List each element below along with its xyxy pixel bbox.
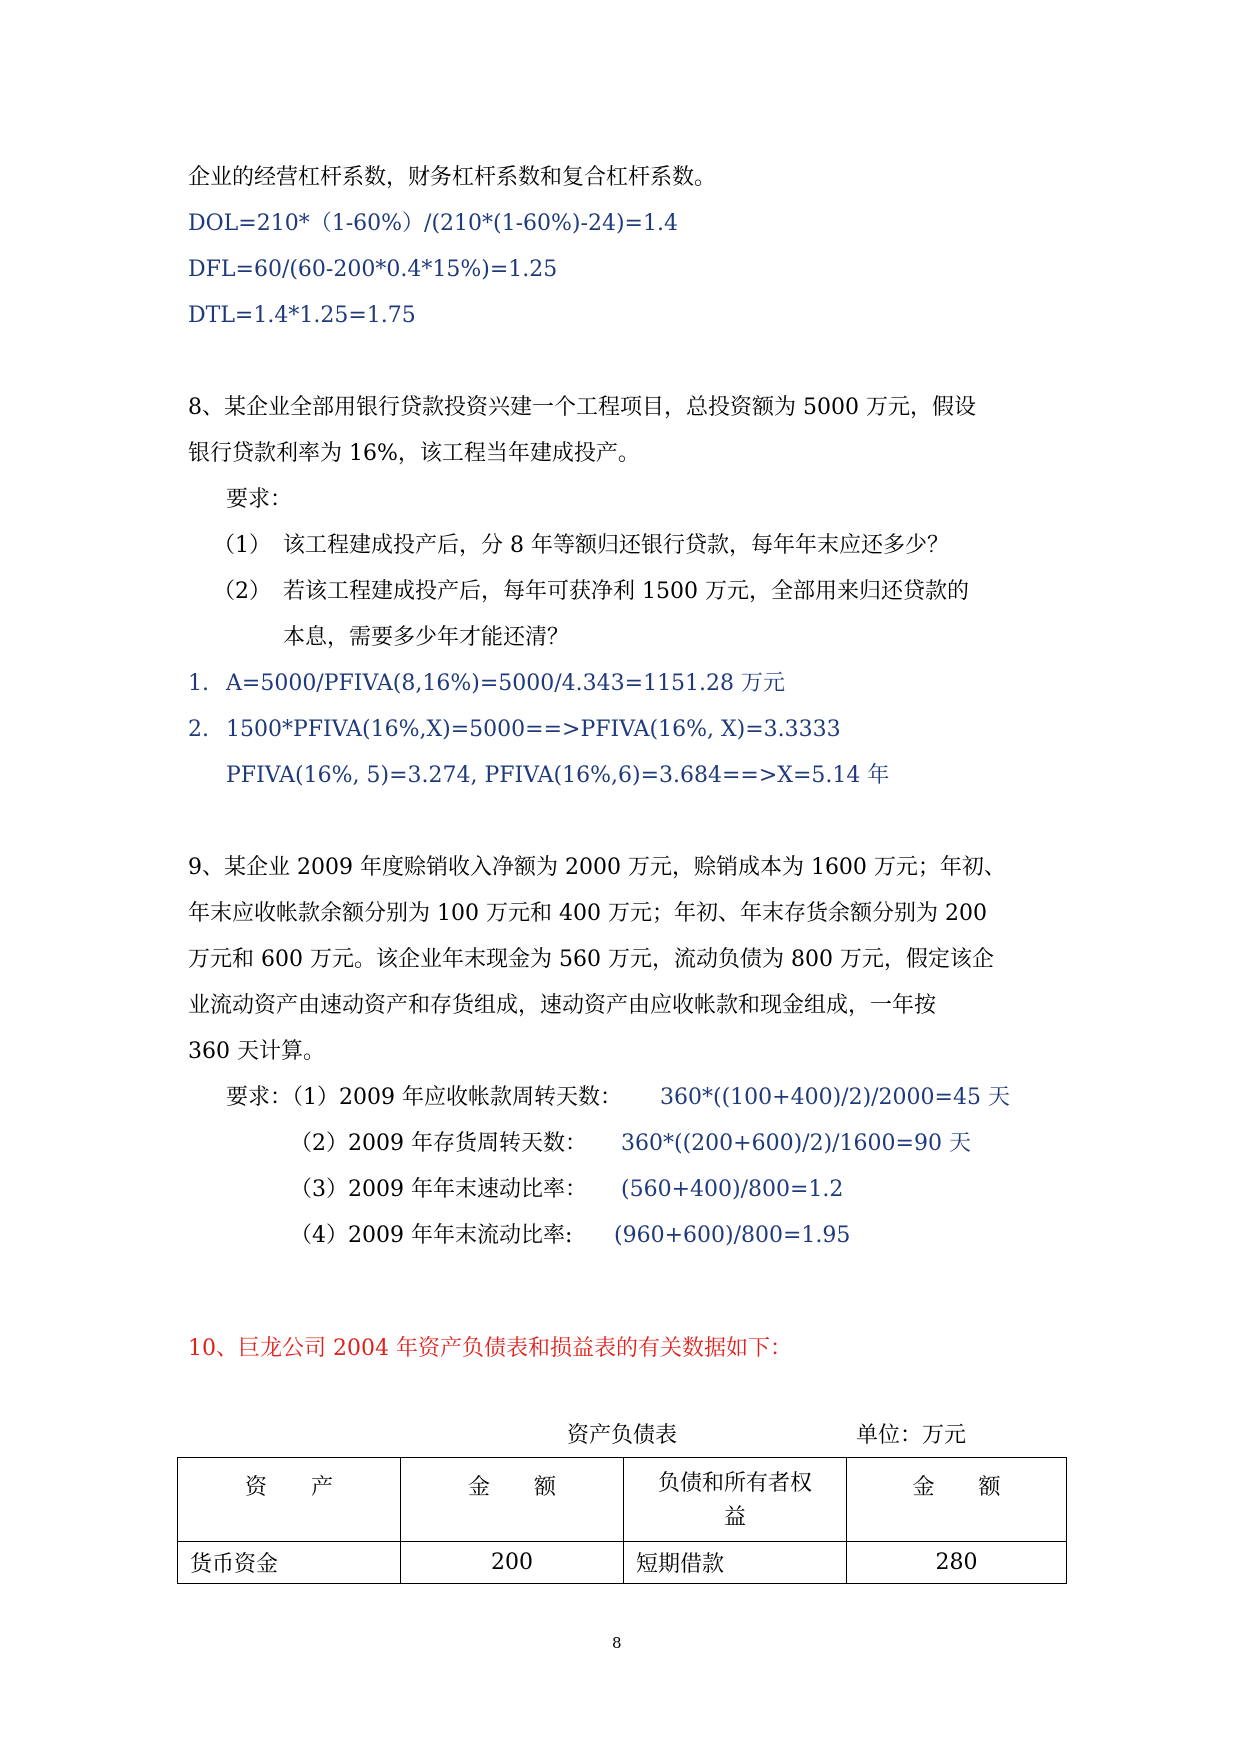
cell-liability-amount: 280 (847, 1542, 1067, 1584)
balance-sheet-table (177, 1457, 1067, 1584)
header-liabilities-equity-line-1: 负债和所有者权 (657, 1471, 812, 1496)
table-unit: 单位：万元 (856, 1423, 967, 1448)
question-8-item-2-line-1: 若该工程建成投产后，每年可获净利 1500 万元，全部用来归还贷款的 (283, 579, 969, 604)
question-8-item-1: 该工程建成投产后，分 8 年等额归还银行贷款，每年年末应还多少？ (283, 533, 949, 558)
header-liabilities-equity (624, 1458, 847, 1542)
question-10: 10、巨龙公司 2004 年资产负债表和损益表的有关数据如下： (188, 1336, 792, 1361)
question-9-line-5: 360 天计算。 (188, 1039, 325, 1064)
question-9-answer-3: (560+400)/800=1.2 (621, 1177, 844, 1202)
question-9-line-2: 年末应收帐款余额分别为 100 万元和 400 万元；年初、年末存货余额分别为 200 (188, 901, 987, 926)
header-amount-2: 金 额 (847, 1458, 1067, 1542)
question-9-line-1: 9、某企业 2009 年度赊销收入净额为 2000 万元，赊销成本为 1600 万元；年初、 (188, 855, 1006, 880)
question-8-item-1-number: （1） (213, 533, 271, 558)
cell-asset-amount: 200 (401, 1542, 624, 1584)
question-8-item-2-line-2: 本息，需要多少年才能还清？ (283, 625, 570, 650)
question-9-answer-4: (960+600)/800=1.95 (614, 1223, 851, 1248)
header-liabilities-equity-line-2: 益 (723, 1505, 746, 1530)
question-9-item-2: （2）2009 年存货周转天数： (290, 1131, 587, 1156)
text-line: 企业的经营杠杆系数，财务杠杆系数和复合杠杆系数。 (188, 165, 717, 190)
answer-2-number: 2. (188, 717, 209, 742)
table-title: 资产负债表 (567, 1423, 678, 1448)
answer-1-number: 1. (188, 671, 209, 696)
question-8-line-1: 8、某企业全部用银行贷款投资兴建一个工程项目，总投资额为 5000 万元，假设 (188, 395, 976, 420)
question-9-item-1: 要求：（1）2009 年应收帐款周转天数： (226, 1085, 622, 1110)
question-8-line-2: 银行贷款利率为 16%，该工程当年建成投产。 (188, 441, 640, 466)
question-8-item-2-number: （2） (213, 579, 271, 604)
header-amount: 金 额 (401, 1458, 624, 1542)
answer-2-line-1: 1500*PFIVA(16%,X)=5000==>PFIVA(16%, X)=3.3333 (226, 717, 841, 742)
question-9-answer-1: 360*((100+400)/2)/2000=45 天 (660, 1085, 1010, 1110)
formula-dol: DOL=210*（1-60%）/(210*(1-60%)-24)=1.4 (188, 211, 678, 236)
page-number: 8 (612, 1634, 622, 1652)
cell-liability-name: 短期借款 (624, 1542, 847, 1584)
question-8-requirement: 要求： (226, 487, 293, 512)
answer-2-line-2: PFIVA(16%, 5)=3.274, PFIVA(16%,6)=3.684==>X=5.14 年 (226, 763, 890, 788)
question-9-item-3: （3）2009 年年末速动比率： (290, 1177, 587, 1202)
question-9-answer-2: 360*((200+600)/2)/1600=90 天 (621, 1131, 971, 1156)
answer-1: A=5000/PFIVA(8,16%)=5000/4.343=1151.28 万元 (226, 671, 786, 696)
table-header-row (178, 1458, 1067, 1542)
formula-dfl: DFL=60/(60-200*0.4*15%)=1.25 (188, 257, 558, 282)
cell-asset-name: 货币资金 (178, 1542, 401, 1584)
question-9-line-4: 业流动资产由速动资产和存货组成，速动资产由应收帐款和现金组成，一年按 (188, 993, 937, 1018)
question-9-line-3: 万元和 600 万元。该企业年末现金为 560 万元，流动负债为 800 万元，假定该企 (188, 947, 994, 972)
header-assets: 资 产 (178, 1458, 401, 1542)
table-row (178, 1542, 1067, 1584)
question-9-item-4: （4）2009 年年末流动比率: (290, 1223, 573, 1248)
formula-dtl: DTL=1.4*1.25=1.75 (188, 303, 416, 328)
